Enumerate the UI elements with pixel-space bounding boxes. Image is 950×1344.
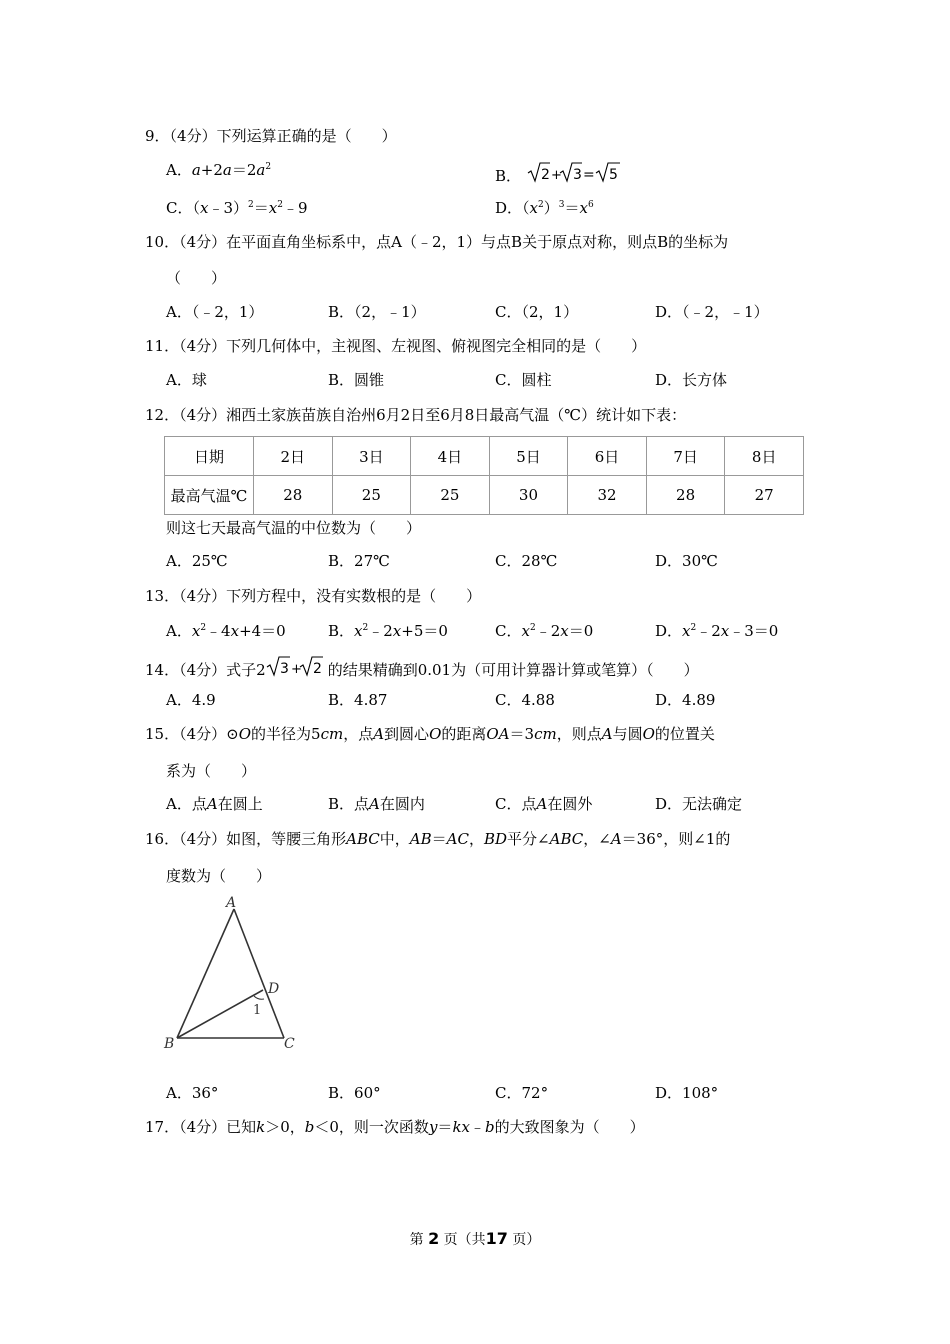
q14-option-b: B．4.87 xyxy=(328,691,388,709)
q11-option-a: A．球 xyxy=(166,371,207,389)
q13-option-d: D．$x^2﹣2x﹣3=0$ xyxy=(655,622,779,640)
q14-option-d: D．4.89 xyxy=(655,691,716,709)
svg-text:3: 3 xyxy=(572,167,582,183)
q16-option-c: C．72° xyxy=(495,1084,549,1102)
q12-option-a: A．25℃ xyxy=(166,552,228,570)
q15-stem: 15．（4分）⊙O的半径为5cm，点A到圆心O的距离OA＝3cm，则点A与圆O的位置关 xyxy=(145,725,715,743)
q14-option-c: C．4.88 xyxy=(495,691,555,709)
page-footer: 第 2 页（共17 页） xyxy=(409,1229,541,1248)
q14-stem: 14．（4分）式子2 3 + 2 的结果精确到0.01为（可用计算器计算或笔算）（ ） xyxy=(145,654,699,680)
table-cell: 4日 xyxy=(411,437,490,476)
page-number: 2 xyxy=(428,1229,440,1248)
q16-stem: 16．（4分）如图，等腰三角形ABC中，AB＝AC，BD平分∠ABC，∠A＝36°，则∠1的 xyxy=(145,830,731,848)
q15-option-d: D．无法确定 xyxy=(655,795,743,813)
table-cell: 7日 xyxy=(646,437,725,476)
q16-stem-line2: 度数为（ ） xyxy=(166,867,272,885)
q11-option-c: C．圆柱 xyxy=(495,371,552,389)
table-cell: 5日 xyxy=(489,437,568,476)
table-cell: 2日 xyxy=(254,437,333,476)
q15-stem-line2: 系为（ ） xyxy=(166,762,257,780)
q12-stem: 12．（4分）湘西土家族苗族自治州6月2日至6月8日最高气温（℃）统计如下表： xyxy=(145,406,687,424)
q12-followup: 则这七天最高气温的中位数为（ ） xyxy=(166,519,422,537)
q9-stem: 9．（4分）下列运算正确的是（ ） xyxy=(145,127,397,145)
q9-option-a: A．$a+2a=2a^2$ xyxy=(166,161,272,179)
table-header-row xyxy=(165,437,804,476)
side-ac xyxy=(234,909,284,1038)
q15-option-b: B．点A在圆内 xyxy=(328,795,425,813)
table-cell: 6日 xyxy=(568,437,647,476)
table-cell: 32 xyxy=(568,476,647,515)
table-cell: 28 xyxy=(646,476,725,515)
table-cell: 25 xyxy=(332,476,411,515)
side-ab xyxy=(177,909,234,1038)
temperature-table xyxy=(164,436,804,515)
q10-paren: （ ） xyxy=(166,269,227,287)
svg-text:2: 2 xyxy=(312,661,322,677)
table-cell: 25 xyxy=(411,476,490,515)
svg-text:3: 3 xyxy=(279,661,289,677)
svg-text:2: 2 xyxy=(540,167,550,183)
q17-stem: 17．（4分）已知k＞0，b＜0，则一次函数y＝kx﹣b的大致图象为（ ） xyxy=(145,1118,645,1136)
q10-option-c: C．（2，1） xyxy=(495,303,579,321)
q9-option-d: D．$(x^2)^3=x^6$ xyxy=(495,199,594,217)
table-cell: 最高气温℃ xyxy=(165,476,254,515)
q12-option-c: C．28℃ xyxy=(495,552,558,570)
table-row xyxy=(165,476,804,515)
sqrt-expression-icon xyxy=(266,654,328,678)
table-cell: 27 xyxy=(725,476,804,515)
q12-option-b: B．27℃ xyxy=(328,552,390,570)
q13-stem: 13．（4分）下列方程中，没有实数根的是（ ） xyxy=(145,587,482,605)
q13-option-c: C．$x^2﹣2x=0$ xyxy=(495,622,594,640)
label-d: D xyxy=(268,981,280,997)
sqrt-expression-icon xyxy=(526,160,629,184)
table-cell: 28 xyxy=(254,476,333,515)
table-cell: 日期 xyxy=(165,437,254,476)
label-c: C xyxy=(284,1036,295,1052)
q16-option-b: B．60° xyxy=(328,1084,381,1102)
triangle-figure xyxy=(160,893,310,1058)
page-total: 17 xyxy=(485,1229,508,1248)
label-angle-1: 1 xyxy=(253,1003,262,1018)
table-cell: 8日 xyxy=(725,437,804,476)
q12-option-d: D．30℃ xyxy=(655,552,718,570)
q11-option-d: D．长方体 xyxy=(655,371,728,389)
q10-option-a: A．（﹣2，1） xyxy=(166,303,264,321)
q10-stem: 10．（4分）在平面直角坐标系中，点A（﹣2，1）与点B关于原点对称，则点B的坐标为 xyxy=(145,233,729,251)
q9-option-b: B． 2 + 3 = 5 xyxy=(495,160,629,186)
q13-option-b: B．$x^2﹣2x+5=0$ xyxy=(328,622,448,640)
angle-1-arc xyxy=(254,996,264,999)
table-cell: 3日 xyxy=(332,437,411,476)
svg-text:+: + xyxy=(550,168,562,183)
svg-text:+: + xyxy=(290,662,302,677)
q16-option-d: D．108° xyxy=(655,1084,719,1102)
q13-option-a: A．$x^2﹣4x+4=0$ xyxy=(166,622,286,640)
label-b: B xyxy=(164,1036,175,1052)
q14-option-a: A．4.9 xyxy=(166,691,216,709)
q11-option-b: B．圆锥 xyxy=(328,371,385,389)
q10-option-b: B．（2，﹣1） xyxy=(328,303,426,321)
q10-option-d: D．（﹣2，﹣1） xyxy=(655,303,769,321)
segment-bd xyxy=(177,990,263,1038)
svg-text:=: = xyxy=(582,167,595,183)
q16-option-a: A．36° xyxy=(166,1084,219,1102)
q9-option-c: C．$(x﹣3)^2=x^2﹣9$ xyxy=(166,199,308,217)
q15-option-c: C．点A在圆外 xyxy=(495,795,593,813)
q11-stem: 11．（4分）下列几何体中，主视图、左视图、俯视图完全相同的是（ ） xyxy=(145,337,647,355)
table-cell: 30 xyxy=(489,476,568,515)
q15-option-a: A．点A在圆上 xyxy=(166,795,263,813)
label-a: A xyxy=(226,895,237,911)
svg-text:5: 5 xyxy=(608,167,618,183)
